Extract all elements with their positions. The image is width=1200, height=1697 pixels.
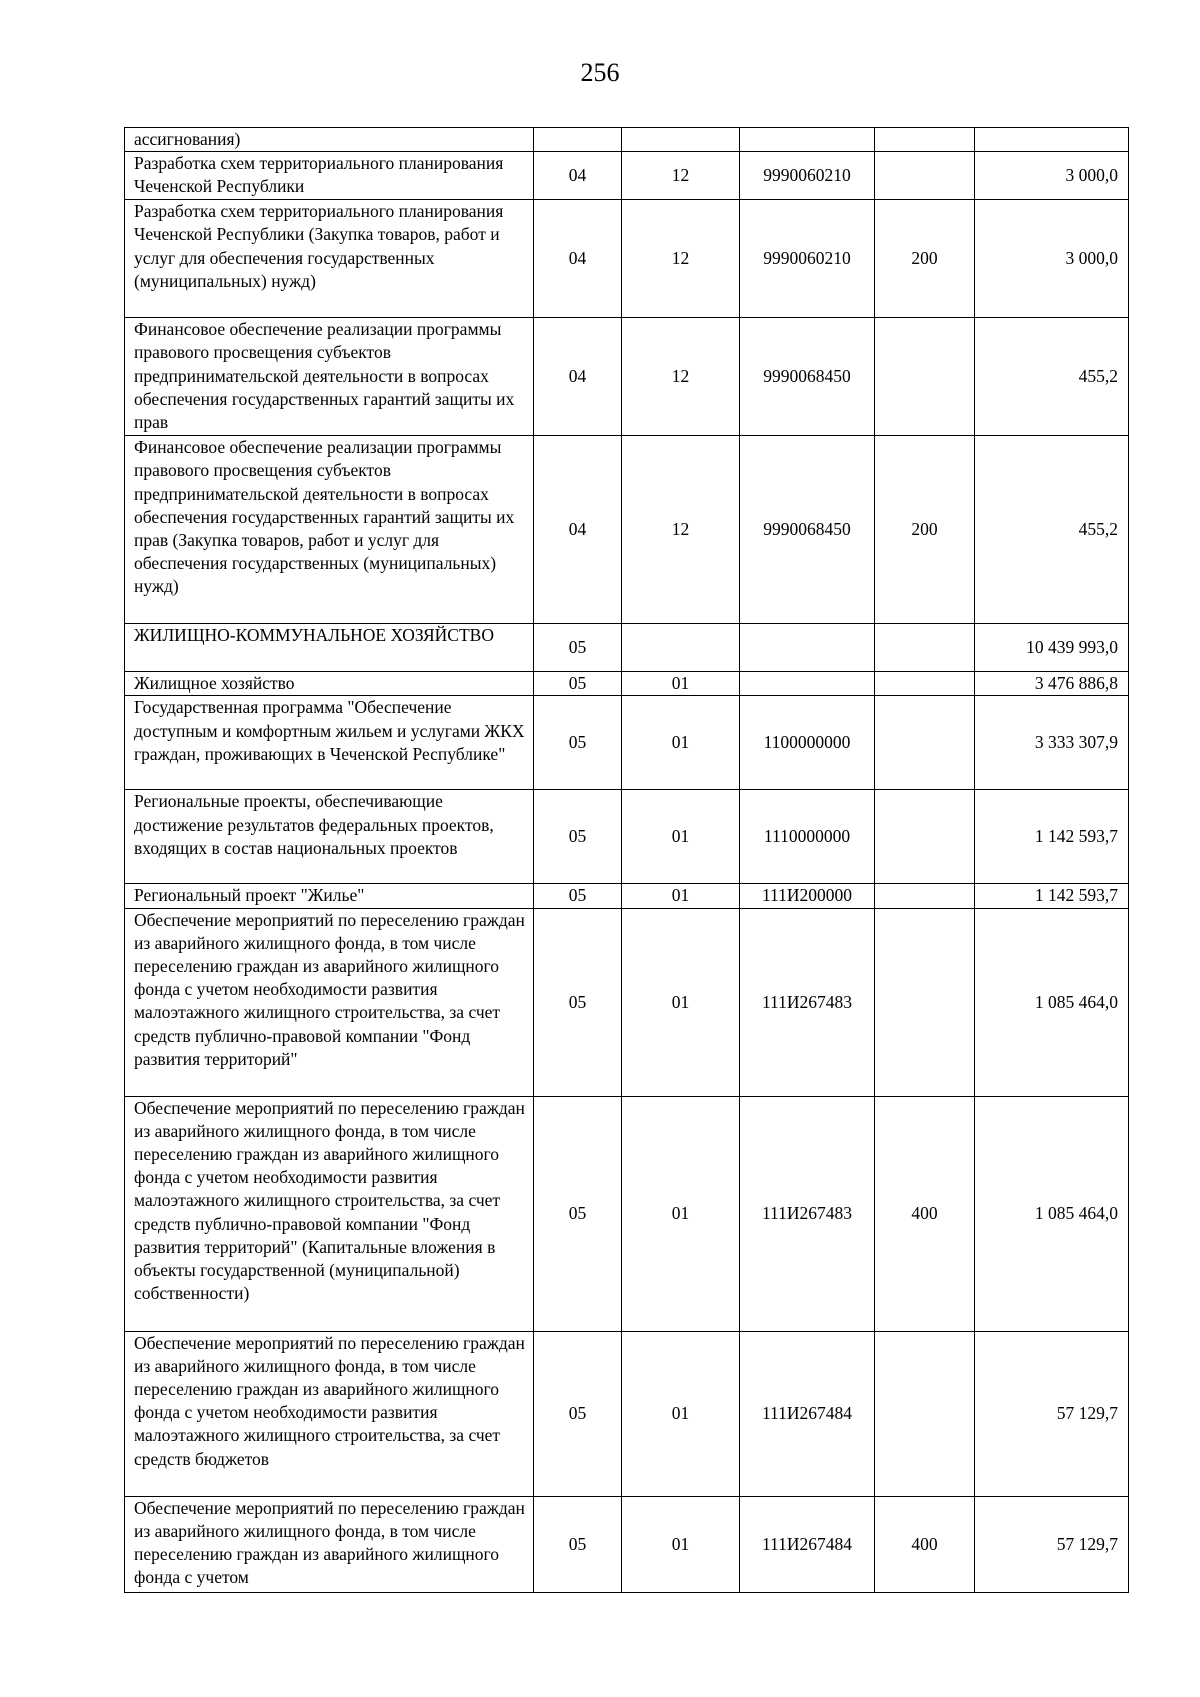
subsection-code-cell: 01 <box>622 884 740 908</box>
row-name-cell: Обеспечение мероприятий по переселению граждан из аварийного жилищного фонда, в том числе переселению граждан из аварийного жилищного фонда с учетом необходимости развития малоэтажного жилищного строительства, за счет средств бюджетов <box>125 1331 534 1496</box>
subsection-code-cell: 12 <box>622 318 740 436</box>
table-row <box>125 908 1129 1096</box>
target-article-cell: 9990068450 <box>740 436 875 624</box>
section-code-cell: 05 <box>534 624 622 672</box>
section-code-cell: 05 <box>534 672 622 696</box>
amount-cell: 1 142 593,7 <box>975 884 1129 908</box>
target-article-cell <box>740 128 875 152</box>
expense-type-cell <box>875 624 975 672</box>
page-number: 256 <box>580 58 620 87</box>
target-article-cell <box>740 672 875 696</box>
section-code-cell: 05 <box>534 1496 622 1592</box>
table-row <box>125 436 1129 624</box>
table-row <box>125 1331 1129 1496</box>
section-code-cell: 05 <box>534 1096 622 1331</box>
amount-cell: 3 333 307,9 <box>975 696 1129 790</box>
subsection-code-cell: 01 <box>622 790 740 884</box>
budget-table <box>124 127 1129 1593</box>
subsection-code-cell: 01 <box>622 1496 740 1592</box>
table-row <box>125 790 1129 884</box>
expense-type-cell: 200 <box>875 200 975 318</box>
row-name-cell: ассигнования) <box>125 128 534 152</box>
expense-type-cell <box>875 884 975 908</box>
target-article-cell: 9990060210 <box>740 200 875 318</box>
table-row <box>125 672 1129 696</box>
row-name-cell: Финансовое обеспечение реализации программы правового просвещения субъектов предпринимательской деятельности в вопросах обеспечения государственных гарантий защиты их прав (Закупка товаров, работ и услуг для обеспечения государственных (муниципальных) нужд) <box>125 436 534 624</box>
expense-type-cell: 400 <box>875 1096 975 1331</box>
amount-cell: 3 476 886,8 <box>975 672 1129 696</box>
amount-cell: 3 000,0 <box>975 152 1129 200</box>
subsection-code-cell <box>622 128 740 152</box>
section-code-cell: 05 <box>534 908 622 1096</box>
amount-cell <box>975 128 1129 152</box>
expense-type-cell <box>875 672 975 696</box>
section-code-cell: 05 <box>534 1331 622 1496</box>
section-code-cell <box>534 128 622 152</box>
table-row <box>125 1496 1129 1592</box>
amount-cell: 57 129,7 <box>975 1496 1129 1592</box>
row-name-cell: Государственная программа "Обеспечение доступным и комфортным жильем и услугами ЖКХ граждан, проживающих в Чеченской Республике" <box>125 696 534 790</box>
budget-table-body <box>125 128 1129 1593</box>
table-row <box>125 200 1129 318</box>
row-name-cell: Обеспечение мероприятий по переселению граждан из аварийного жилищного фонда, в том числе переселению граждан из аварийного жилищного фонда с учетом <box>125 1496 534 1592</box>
table-row <box>125 624 1129 672</box>
subsection-code-cell: 01 <box>622 1096 740 1331</box>
expense-type-cell <box>875 152 975 200</box>
amount-cell: 3 000,0 <box>975 200 1129 318</box>
row-name-cell: Обеспечение мероприятий по переселению граждан из аварийного жилищного фонда, в том числе переселению граждан из аварийного жилищного фонда с учетом необходимости развития малоэтажного жилищного строительства, за счет средств публично-правовой компании "Фонд развития территорий" (Капитальные вложения в объекты государственной (муниципальной) собственности) <box>125 1096 534 1331</box>
row-name-cell: Обеспечение мероприятий по переселению граждан из аварийного жилищного фонда, в том числе переселению граждан из аварийного жилищного фонда с учетом необходимости развития малоэтажного жилищного строительства, за счет средств публично-правовой компании "Фонд развития территорий" <box>125 908 534 1096</box>
table-row <box>125 128 1129 152</box>
row-name-cell: Жилищное хозяйство <box>125 672 534 696</box>
target-article-cell: 9990068450 <box>740 318 875 436</box>
table-row <box>125 318 1129 436</box>
amount-cell: 1 142 593,7 <box>975 790 1129 884</box>
section-code-cell: 04 <box>534 436 622 624</box>
target-article-cell: 1110000000 <box>740 790 875 884</box>
subsection-code-cell <box>622 624 740 672</box>
row-name-cell: ЖИЛИЩНО-КОММУНАЛЬНОЕ ХОЗЯЙСТВО <box>125 624 534 672</box>
subsection-code-cell: 12 <box>622 436 740 624</box>
subsection-code-cell: 12 <box>622 152 740 200</box>
section-code-cell: 05 <box>534 884 622 908</box>
row-name-cell: Региональный проект "Жилье" <box>125 884 534 908</box>
amount-cell: 10 439 993,0 <box>975 624 1129 672</box>
table-row <box>125 884 1129 908</box>
expense-type-cell <box>875 790 975 884</box>
subsection-code-cell: 01 <box>622 1331 740 1496</box>
table-row <box>125 696 1129 790</box>
target-article-cell <box>740 624 875 672</box>
section-code-cell: 05 <box>534 696 622 790</box>
table-row <box>125 1096 1129 1331</box>
target-article-cell: 1100000000 <box>740 696 875 790</box>
amount-cell: 1 085 464,0 <box>975 908 1129 1096</box>
expense-type-cell: 400 <box>875 1496 975 1592</box>
amount-cell: 455,2 <box>975 436 1129 624</box>
subsection-code-cell: 01 <box>622 908 740 1096</box>
subsection-code-cell: 01 <box>622 672 740 696</box>
target-article-cell: 111И267484 <box>740 1496 875 1592</box>
target-article-cell: 111И267483 <box>740 908 875 1096</box>
target-article-cell: 111И267483 <box>740 1096 875 1331</box>
expense-type-cell <box>875 696 975 790</box>
amount-cell: 1 085 464,0 <box>975 1096 1129 1331</box>
section-code-cell: 04 <box>534 200 622 318</box>
target-article-cell: 111И200000 <box>740 884 875 908</box>
target-article-cell: 111И267484 <box>740 1331 875 1496</box>
target-article-cell: 9990060210 <box>740 152 875 200</box>
row-name-cell: Разработка схем территориального планирования Чеченской Республики (Закупка товаров, работ и услуг для обеспечения государственных (муниципальных) нужд) <box>125 200 534 318</box>
amount-cell: 455,2 <box>975 318 1129 436</box>
expense-type-cell: 200 <box>875 436 975 624</box>
expense-type-cell <box>875 1331 975 1496</box>
expense-type-cell <box>875 908 975 1096</box>
expense-type-cell <box>875 318 975 436</box>
amount-cell: 57 129,7 <box>975 1331 1129 1496</box>
table-row <box>125 152 1129 200</box>
row-name-cell: Финансовое обеспечение реализации программы правового просвещения субъектов предпринимательской деятельности в вопросах обеспечения государственных гарантий защиты их прав <box>125 318 534 436</box>
subsection-code-cell: 12 <box>622 200 740 318</box>
section-code-cell: 04 <box>534 152 622 200</box>
row-name-cell: Разработка схем территориального планирования Чеченской Республики <box>125 152 534 200</box>
row-name-cell: Региональные проекты, обеспечивающие достижение результатов федеральных проектов, входящих в состав национальных проектов <box>125 790 534 884</box>
section-code-cell: 04 <box>534 318 622 436</box>
expense-type-cell <box>875 128 975 152</box>
subsection-code-cell: 01 <box>622 696 740 790</box>
section-code-cell: 05 <box>534 790 622 884</box>
